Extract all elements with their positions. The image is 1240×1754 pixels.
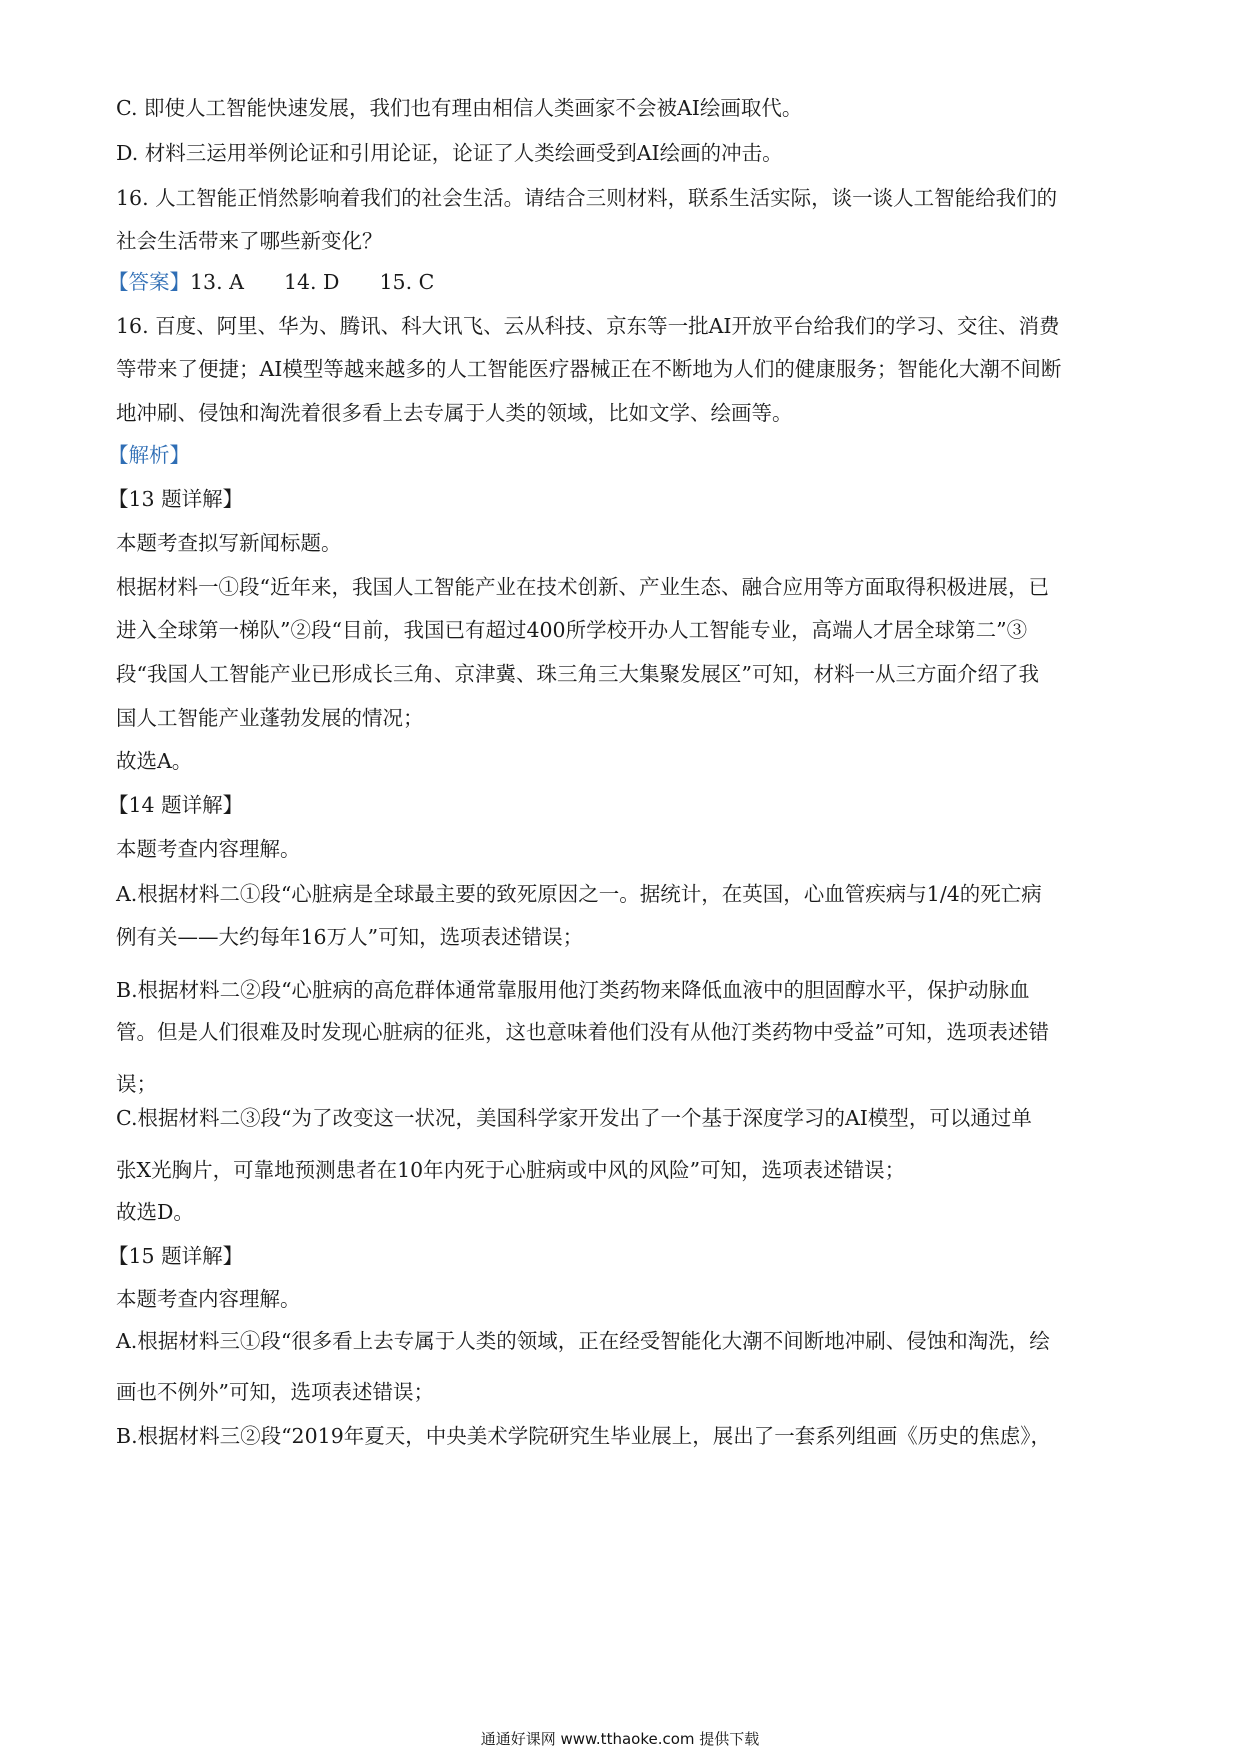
q13-text-3: 段“我国人工智能产业已形成长三角、京津冀、珠三角三大集聚发展区”可知，材料一从三方面介绍了我 [116,662,1039,686]
q14-choice: 故选D。 [116,1200,194,1224]
question-16-line-1: 16. 人工智能正悄然影响着我们的社会生活。请结合三则材料，联系生活实际，谈一谈人工智能给我们的 [116,186,1058,210]
q13-text-4: 国人工智能产业蓬勃发展的情况； [116,706,424,730]
q15-a-line-2: 画也不例外”可知，选项表述错误； [116,1380,434,1404]
q13-text-2: 进入全球第一梯队”②段“目前，我国已有超过400所学校开办人工智能专业，高端人才居全球第二”③ [116,618,1028,642]
analysis-label: 【解析】 [108,443,190,467]
answer-label: 【答案】 [108,270,190,294]
q14-a-line-1: A.根据材料二①段“心脏病是全球最主要的致死原因之一。据统计，在英国，心血管疾病与1/4的死亡病 [116,882,1042,906]
answer-16-line-1: 16. 百度、阿里、华为、腾讯、科大讯飞、云从科技、京东等一批AI开放平台给我们的学习、交往、消费 [116,314,1060,338]
q14-b-line-1: B.根据材料二②段“心脏病的高危群体通常靠服用他汀类药物来降低血液中的胆固醇水平，保护动脉血 [116,978,1030,1002]
q15-b-line-1: B.根据材料三②段“2019年夏天，中央美术学院研究生毕业展上，展出了一套系列组画《历史的焦虑》， [116,1424,1051,1448]
q15-intro: 本题考查内容理解。 [116,1287,301,1311]
q15-heading: 【15 题详解】 [108,1244,244,1268]
q13-heading: 【13 题详解】 [108,487,244,511]
q14-b-line-2: 管。但是人们很难及时发现心脏病的征兆，这也意味着他们没有从他汀类药物中受益”可知，选项表述错 [116,1020,1049,1044]
answer-14: 14. D [283,270,340,294]
option-d-line: D. 材料三运用举例论证和引用论证，论证了人类绘画受到AI绘画的冲击。 [116,141,783,165]
q14-c-line-1: C.根据材料二③段“为了改变这一状况，美国科学家开发出了一个基于深度学习的AI模型，可以通过单 [116,1106,1032,1130]
q14-intro: 本题考查内容理解。 [116,837,301,861]
q14-b-line-3: 误； [116,1072,157,1096]
q14-a-line-2: 例有关——大约每年16万人”可知，选项表述错误； [116,925,584,949]
question-16-line-2: 社会生活带来了哪些新变化？ [116,229,383,253]
answer-16-line-2: 等带来了便捷；AI模型等越来越多的人工智能医疗器械正在不断地为人们的健康服务；智能化大潮不间断 [116,357,1062,381]
option-c-line: C. 即使人工智能快速发展，我们也有理由相信人类画家不会被AI绘画取代。 [116,96,803,120]
q13-choice: 故选A。 [116,749,193,773]
page-footer: 通通好课网 www.tthaoke.com 提供下载 [480,1730,760,1748]
q13-text-1: 根据材料一①段“近年来，我国人工智能产业在技术创新、产业生态、融合应用等方面取得积极进展，已 [116,575,1049,599]
answer-row [108,267,434,297]
answer-16-line-3: 地冲刷、侵蚀和淘洗着很多看上去专属于人类的领域，比如文学、绘画等。 [116,401,793,425]
q14-heading: 【14 题详解】 [108,793,244,817]
q14-c-line-2: 张X光胸片，可靠地预测患者在10年内死于心脏病或中风的风险”可知，选项表述错误； [116,1158,906,1182]
q15-a-line-1: A.根据材料三①段“很多看上去专属于人类的领域，正在经受智能化大潮不间断地冲刷、侵蚀和淘洗，绘 [116,1329,1050,1353]
answer-15: 15. C [379,270,435,294]
answer-13: 13. A [190,270,244,294]
q13-intro: 本题考查拟写新闻标题。 [116,531,342,555]
